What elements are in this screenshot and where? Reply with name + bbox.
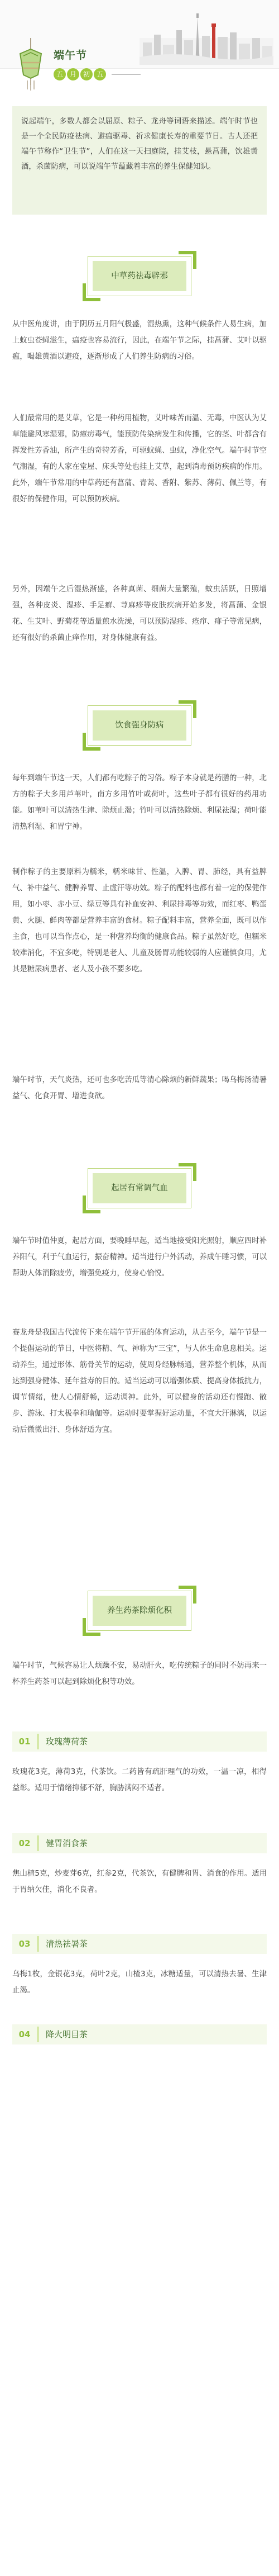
tea-name: 降火明目茶: [46, 2029, 88, 2039]
paragraph: 另外，因端午之后湿热渐盛，各种真菌、细菌大量繁殖，蚊虫活跃，日照增强，各种皮炎、湿疹、手足癣、荨麻疹等皮肤疾病开始多发，将菖蒲、金银花、生艾叶、野菊花等适量煎水洗澡，可以预防湿疹、疮疖、痱子等常见病，还有很好的杀菌止痒作用，对身体健康有益。: [12, 585, 267, 642]
tea-name: 清热祛暑茶: [46, 1939, 88, 1949]
tea-number: 02: [18, 1838, 31, 1848]
tea-divider: [37, 1734, 39, 1749]
section-heading-herbs: [88, 256, 191, 296]
zongzi-icon: [13, 37, 48, 91]
tea-heading: [12, 2024, 267, 2044]
tea-recipe: 玫瑰花3克，薄荷3克，代茶饮。二药皆有疏肝理气的功效，一温一凉，相得益彰。适用于情绪抑郁不舒，胸胁满闷不适者。: [12, 1768, 267, 1792]
intro-text: 说起端午，多数人都会以屈原、粽子、龙舟等词语来描述。端午时节也是一个全民防疫祛病、避瘟驱毒、祈求健康长寿的重要节日。古人还把端午节称作“卫生节”，人们在这一天扫庭院，挂艾枝，悬菖蒲，饮雄黄酒，杀菌防病，可以说端午节蕴藏着丰富的养生保健知识。: [21, 117, 258, 171]
date-char-badge: 初: [80, 68, 93, 80]
paragraph: 从中医角度讲，由于阴历五月阳气极盛，湿热熏，这种气候条件人易生病，加上蚊虫苍蝇滋生，瘟疫也容易流行，因此，在端午节之际，挂菖蒲、艾叶以驱瘟，喝雄黄酒以避疫，逐渐形成了人们养生防病的习俗。: [12, 320, 267, 361]
tea-recipe: 焦山楂5克，炒麦芽6克，红参2克，代茶饮，有健脾和胃、消食的作用。适用于胃纳欠佳，消化不良者。: [12, 1870, 267, 1894]
tea-name: 健胃消食茶: [46, 1838, 88, 1848]
paragraph: 制作粽子的主要原料为糯米，糯米味甘、性温，入脾、胃、肺经，具有益脾气、补中益气、健脾养胃、止虚汗等功效。粽子的配料也都有着一定的保健作用，如小枣、赤小豆、绿豆等具有补血安神、利尿排毒等功效，而红枣、鸭蛋黄、火腿、鲜肉等都是营养丰富的食材。粽子配料丰富，营养全面，既可以作主食，也可以当作点心，是一种营养均衡的健康食品。粽子虽然好吃，但糯米较难消化，不宜多吃，特别是老人、儿童及肠胃功能较弱的人应谨慎食用，尤其是糖尿病患者、老人及小孩不要多吃。: [12, 868, 267, 974]
tea-heading: [12, 1934, 267, 1954]
festival-title: 端午节: [54, 49, 88, 61]
section-heading-text: 养生药茶除烦化积: [93, 1596, 186, 1626]
festival-date-badges: [54, 68, 141, 80]
section-heading-text: 饮食强身防病: [93, 710, 186, 741]
tea-number: 01: [18, 1737, 31, 1747]
tea-heading: [12, 1833, 267, 1853]
tea-number: 04: [18, 2029, 31, 2039]
section-heading-routine: [88, 1168, 191, 1208]
tea-recipe: 乌梅1枚，金银花3克，荷叶2克，山楂3克，冰糖适量，可以清热去暑、生津止渴。: [12, 1970, 267, 1995]
paragraph: 端午时节，气候容易让人烦躁不安，易动肝火，吃传统粽子的同时不妨再来一杯养生药茶可以起到除烦化积等功效。: [12, 1662, 267, 1686]
paragraph: 人们最常用的是艾草，它是一种药用植物，艾叶味苦而温、无毒，中医认为艾草能避风寒湿邪，防瘴疠毒气，能预防传染病发生和传播，它的茎、叶都含有挥发性芳香油，所产生的奇特芳香，可驱蚊蝇、虫蚁，净化空气。端午时节空气潮湿，有的人家在堂屋、床头等处也挂上艾草，起到消毒预防疾病的作用。此外，端午节常用的中草药还有菖蒲、青蒿、香附、紫苏、薄荷、佩兰等，有很好的保健作用，可以预防疾病。: [12, 414, 267, 504]
paragraph: 赛龙舟是我国古代流传下来在端午节开展的体育运动，从古至今，端午节是一个提倡运动的节日，中医将精、气、神称为“三宝”，与人体生命息息相关。运动养生，通过形体、筋骨关节的运动，使周身经脉畅通，营养整个机体，从而达到强身健体、延年益寿的目的。适当运动可以增强体质、提高身体抵抗力，调节情绪，使人心情舒畅，运动调神。此外，可以健身的活动还有慢跑、散步、游泳、打太极拳和瑜伽等。运动时要掌握好运动量，不宜大汗淋漓，以运动后微微出汗、身体舒适为宜。: [12, 1329, 267, 1434]
paragraph: 端午节时值仲夏，起居方面，要晚睡早起，适当地接受阳光照射，顺应四时补养阳气，利于气血运行，振奋精神。适当进行户外活动，养成午睡习惯，可以帮助人体消除疲劳，增强免疫力，使身心愉悦。: [12, 1237, 267, 1278]
tea-name: 玫瑰薄荷茶: [46, 1737, 88, 1747]
tea-divider: [37, 1936, 39, 1952]
skyline-illustration: [140, 3, 273, 65]
tea-heading: [12, 1731, 267, 1752]
intro-box: [12, 106, 267, 215]
section-heading-text: 起居有常调气血: [93, 1173, 186, 1203]
section-heading-text: 中草药祛毒辟邪: [93, 261, 186, 291]
date-char-badge: 五: [94, 68, 106, 80]
tea-divider: [37, 1835, 39, 1851]
paragraph: 端午时节，天气炎热，还可也多吃苦瓜等清心除烦的新鲜蔬果；喝乌梅汤清暑益气、化食开胃、增进食欲。: [12, 1076, 267, 1100]
tea-divider: [37, 2027, 39, 2042]
date-char-badge: 五: [54, 68, 66, 80]
tea-number: 03: [18, 1939, 31, 1949]
date-char-badge: 月: [67, 68, 79, 80]
section-heading-tea: [88, 1591, 191, 1631]
section-heading-diet: [88, 705, 191, 746]
paragraph: 每年到端午节这一天，人们都有吃粽子的习俗。粽子本身就是药膳的一种，北方的粽子大多用芦苇叶，南方多用竹叶或荷叶，这些叶子都有很好的药用功能。如苇叶可以清热生津、除烦止渴；竹叶可以清热除烦、利尿祛湿；荷叶能清热利湿、和胃宁神。: [12, 774, 267, 831]
title-dash: [112, 74, 141, 75]
